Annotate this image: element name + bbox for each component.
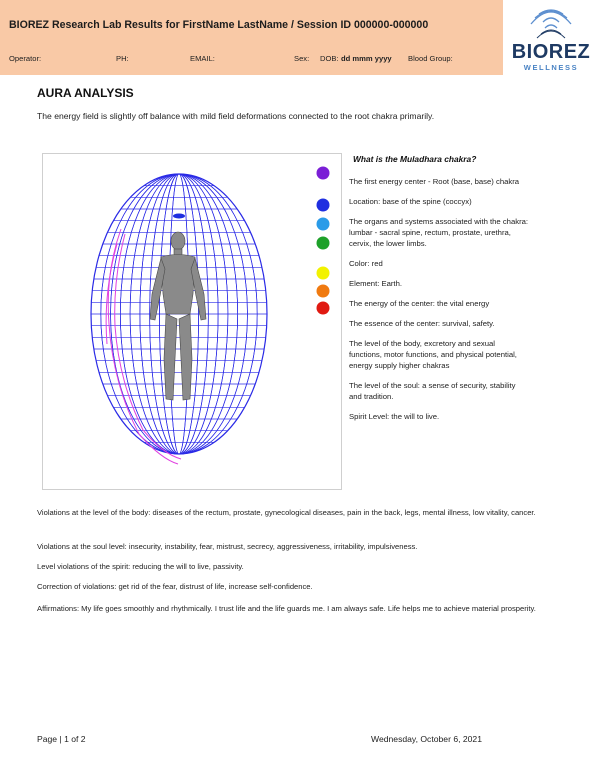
info-item: The first energy center - Root (base, base) chakra [349,177,520,186]
logo-swirl-icon [505,4,597,44]
chakra-solar-plexus-dot [317,267,330,280]
aura-figure [43,154,343,491]
info-item: The organs and systems associated with the chakra: lumbar - sacral spine, rectum, prostate, urethra, cervix, the lower limbs. [349,217,529,248]
page-number: Page | 1 of 2 [37,734,86,744]
dob-value: dd mmm yyyy [341,54,392,63]
human-figure-icon [150,232,206,400]
info-item: Color: red [349,259,383,268]
chakra-throat-dot [317,218,330,231]
chakra-info [349,154,529,431]
info-item: The energy of the center: the vital energy [349,299,490,308]
report-title: BIOREZ Research Lab Results for FirstName LastName / Session ID 000000-000000 [9,19,429,31]
blood-group-label: Blood Group: [408,54,453,63]
correction-paragraph: Correction of violations: get rid of the fear, distrust of life, increase self-confidence. [37,582,313,591]
info-item: Element: Earth. [349,279,402,288]
info-item: Location: base of the spine (coccyx) [349,197,472,206]
info-item: The level of the body, excretory and sexual functions, motor functions, and physical potential, energy supply higher chakras [349,339,517,370]
section-title: AURA ANALYSIS [37,86,134,100]
info-item: The level of the soul: a sense of security, stability and tradition. [349,381,516,401]
biorez-logo [505,4,597,74]
crown-dot-icon [173,214,185,219]
logo-subtitle: WELLNESS [523,63,579,72]
info-heading: What is the Muladhara chakra? [353,154,477,164]
soul-violations-paragraph: Violations at the soul level: insecurity, instability, fear, mistrust, secrecy, aggressiveness, irritability, impulsiveness. [37,542,418,551]
chakra-heart-dot [317,237,330,250]
dob-label: DOB: [320,54,339,63]
chakra-crown-dot [317,167,330,180]
chakra-sacral-dot [317,285,330,298]
aura-image-panel [42,153,342,490]
body-violations-paragraph: Violations at the level of the body: diseases of the rectum, prostate, gynecological diseases, pain in the back, legs, mental illness, low vitality, cancer. [37,508,536,517]
info-item: Spirit Level: the will to live. [349,412,440,421]
section-summary: The energy field is slightly off balance with mild field deformations connected to the root chakra primarily. [37,111,435,121]
email-label: EMAIL: [190,54,215,63]
info-item: The essence of the center: survival, safety. [349,319,495,328]
report-header [0,0,503,75]
logo-wordmark: BIOREZ [511,41,591,63]
report-date: Wednesday, October 6, 2021 [371,734,482,744]
ph-label: PH: [116,54,129,63]
sex-label: Sex: [294,54,310,63]
chakra-third-eye-dot [317,199,330,212]
operator-label: Operator: [9,54,42,63]
spirit-violations-paragraph: Level violations of the spirit: reducing the will to live, passivity. [37,562,244,571]
affirmations-paragraph: Affirmations: My life goes smoothly and rhythmically. I trust life and the life guards me. I am always safe. Life helps me to achieve material prosperity. [37,604,536,613]
chakra-root-dot [317,302,330,315]
